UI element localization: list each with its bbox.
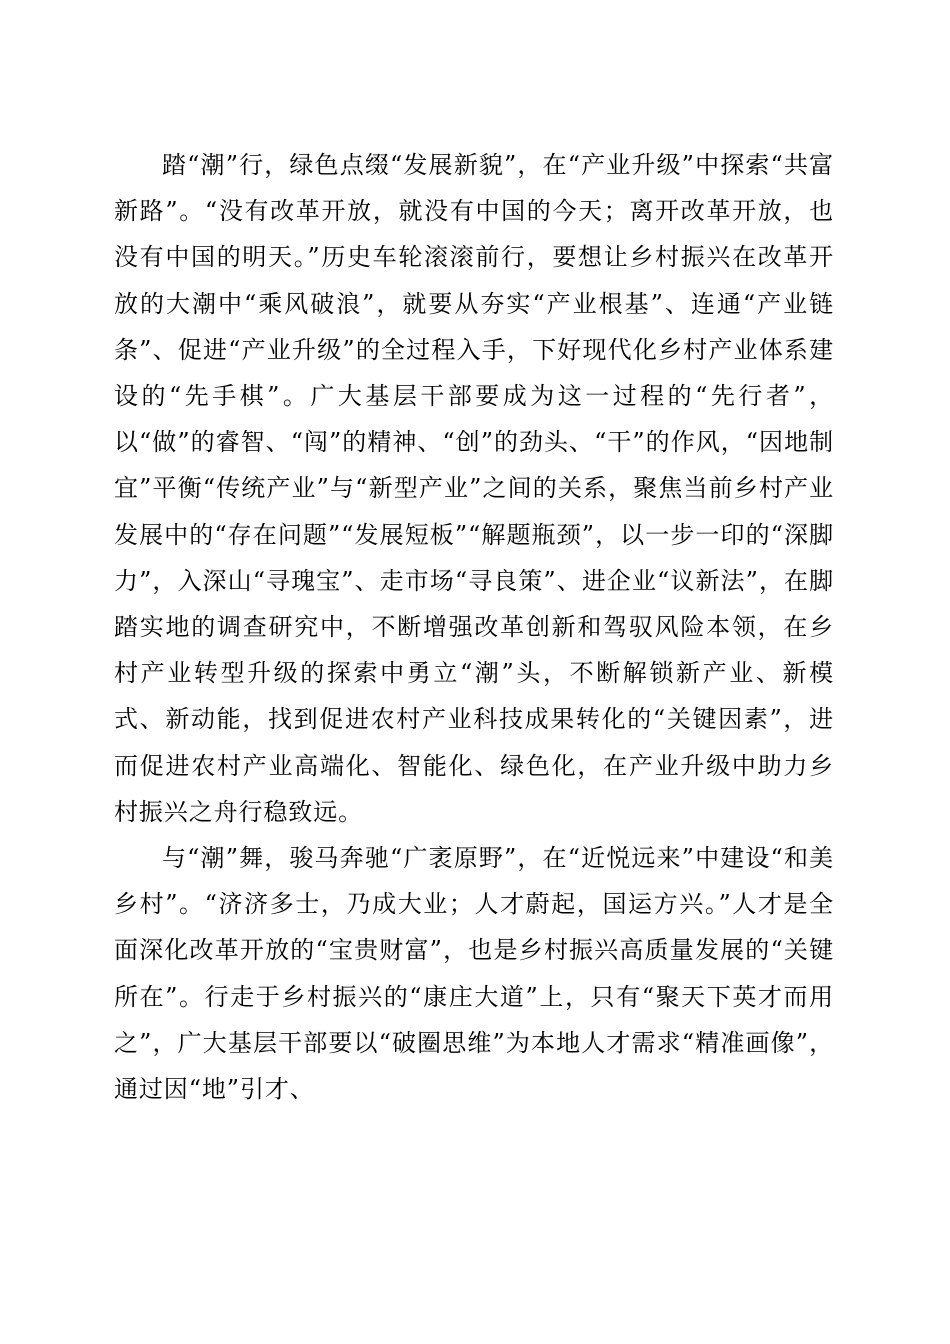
document-body — [114, 142, 834, 1112]
paragraph-talent-rural-construction: 与“潮”舞，骏马奔驰“广袤原野”，在“近悦远来”中建设“和美乡村”。“济济多士，乃成大业；人才蔚起，国运方兴。”人才是全面深化改革开放的“宝贵财富”，也是乡村振兴高质量发展的“关键所在”。行走于乡村振兴的“康庄大道”上，只有“聚天下英才而用之”，广大基层干部要以“破圈思维”为本地人才需求“精准画像”，通过因“地”引才、 — [114, 844, 834, 1104]
paragraph-industry-upgrade: 踏“潮”行，绿色点缀“发展新貌”，在“产业升级”中探索“共富新路”。“没有改革开放，就没有中国的今天；离开改革开放，也没有中国的明天。”历史车轮滚滚前行，要想让乡村振兴在改革开放的大潮中“乘风破浪”，就要从夯实“产业根基”、连通“产业链条”、促进“产业升级”的全过程入手，下好现代化乡村产业体系建设的“先手棋”。广大基层干部要成为这一过程的“先行者”，以“做”的睿智、“闯”的精神、“创”的劲头、“干”的作风，“因地制宜”平衡“传统产业”与“新型产业”之间的关系，聚焦当前乡村产业发展中的“存在问题”“发展短板”“解题瓶颈”，以一步一印的“深脚力”，入深山“寻瑰宝”、走市场“寻良策”、进企业“议新法”，在脚踏实地的调查研究中，不断增强改革创新和驾驭风险本领，在乡村产业转型升级的探索中勇立“潮”头，不断解锁新产业、新模式、新动能，找到促进农村产业科技成果转化的“关键因素”，进而促进农村产业高端化、智能化、绿色化，在产业升级中助力乡村振兴之舟行稳致远。 — [114, 151, 834, 826]
